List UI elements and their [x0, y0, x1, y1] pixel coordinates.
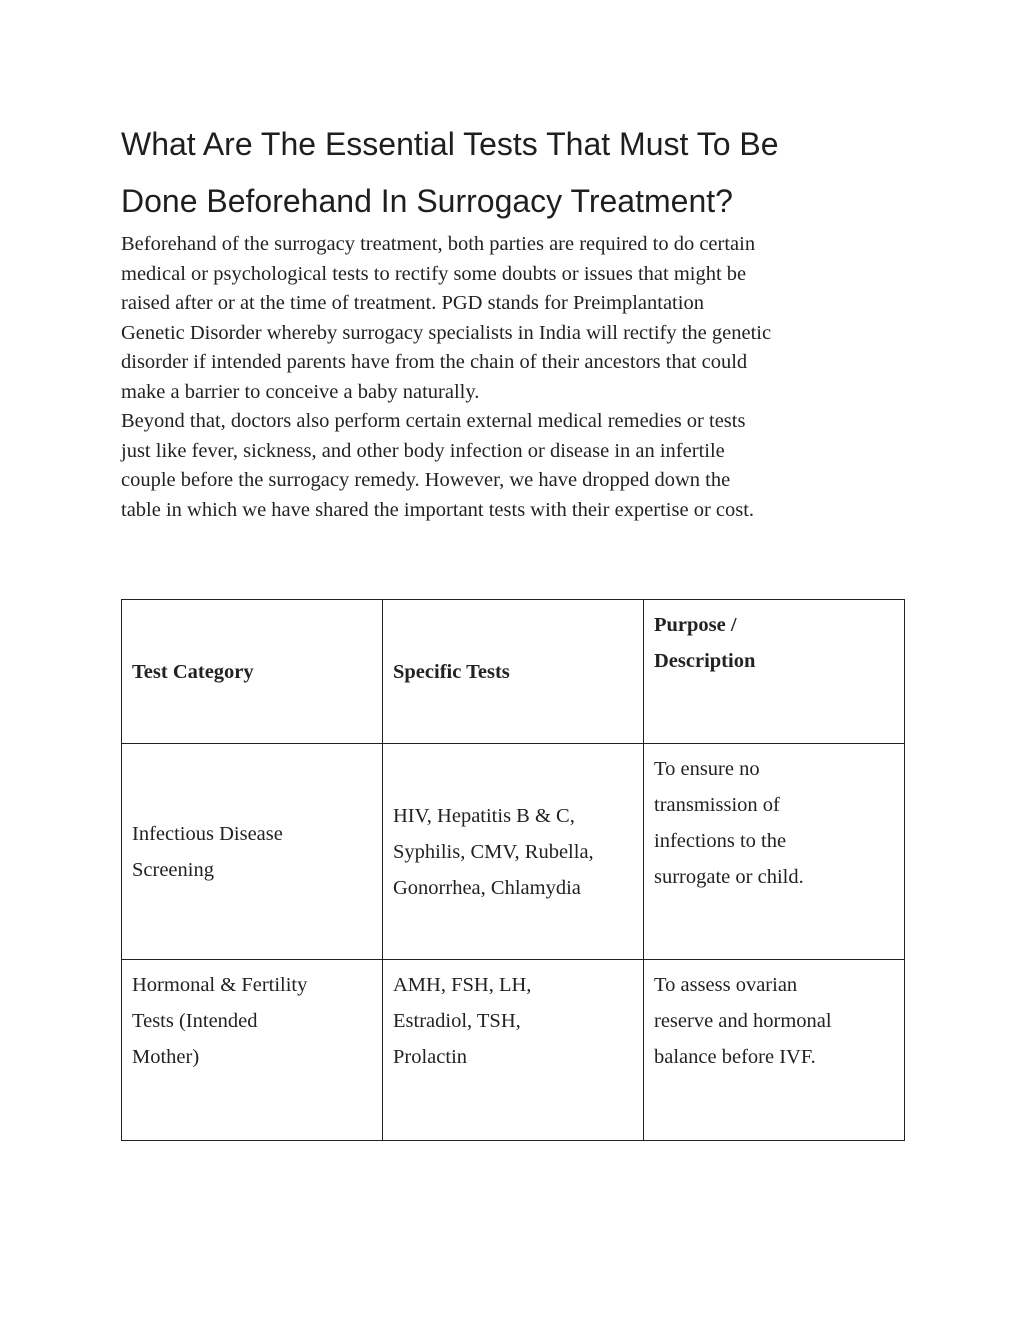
- cell-line: Gonorrhea, Chlamydia: [393, 876, 581, 899]
- document-page: [121, 116, 905, 525]
- table-cell: [644, 960, 905, 1141]
- paragraph-line: Beyond that, doctors also perform certain external medical remedies or tests: [121, 410, 746, 432]
- paragraph-line: Genetic Disorder whereby surrogacy specialists in India will rectify the genetic: [121, 321, 772, 344]
- page-title: [121, 116, 905, 230]
- table-row: [122, 744, 905, 960]
- cell-line: Test Category: [132, 660, 254, 683]
- cell-line: surrogate or child.: [654, 866, 804, 888]
- cell-line: Specific Tests: [393, 660, 510, 683]
- cell-line: Tests (Intended: [132, 1010, 258, 1032]
- paragraph-line: disorder if intended parents have from the chain of their ancestors that could: [121, 351, 748, 373]
- cell-line: Prolactin: [393, 1046, 468, 1068]
- paragraph-line: Beforehand of the surrogacy treatment, both parties are required to do certain: [121, 233, 756, 255]
- paragraph-line: make a barrier to conceive a baby naturally.: [121, 380, 480, 403]
- table-row: [122, 960, 905, 1141]
- table-cell: [644, 744, 905, 960]
- table-cell: [383, 960, 644, 1141]
- intro-paragraph: [121, 230, 905, 407]
- paragraph-line: just like fever, sickness, and other body infection or disease in an infertile: [121, 439, 725, 462]
- cell-line: HIV, Hepatitis B & C,: [393, 804, 575, 827]
- cell-line: Mother): [132, 1046, 200, 1068]
- cell-line: infections to the: [654, 830, 787, 852]
- cell-line: Description: [654, 650, 756, 672]
- cell-line: To ensure no: [654, 758, 760, 780]
- page-title-line: Done Beforehand In Surrogacy Treatment?: [121, 183, 733, 219]
- second-paragraph: [121, 407, 905, 525]
- cell-line: Infectious Disease: [132, 822, 283, 845]
- table-cell: [383, 744, 644, 960]
- paragraph-line: raised after or at the time of treatment. PGD stands for Preimplantation: [121, 292, 704, 314]
- table-header-row: [122, 600, 905, 744]
- cell-line: transmission of: [654, 794, 780, 816]
- cell-line: balance before IVF.: [654, 1046, 816, 1068]
- header-test-category: [122, 600, 383, 744]
- paragraph-line: table in which we have shared the important tests with their expertise or cost.: [121, 498, 755, 521]
- cell-line: To assess ovarian: [654, 974, 798, 996]
- tests-table: [121, 599, 905, 1141]
- cell-line: AMH, FSH, LH,: [393, 974, 532, 996]
- header-specific-tests: [383, 600, 644, 744]
- page-title-line: What Are The Essential Tests That Must To Be: [121, 126, 779, 162]
- cell-line: Hormonal & Fertility: [132, 974, 308, 996]
- header-purpose-description: [644, 600, 905, 744]
- cell-line: reserve and hormonal: [654, 1010, 832, 1032]
- table-cell: [122, 744, 383, 960]
- cell-line: Screening: [132, 858, 214, 881]
- table-cell: [122, 960, 383, 1141]
- cell-line: Syphilis, CMV, Rubella,: [393, 840, 594, 863]
- paragraph-line: couple before the surrogacy remedy. However, we have dropped down the: [121, 469, 731, 491]
- paragraph-line: medical or psychological tests to rectify some doubts or issues that might be: [121, 262, 747, 285]
- cell-line: Estradiol, TSH,: [393, 1010, 521, 1032]
- cell-line: Purpose /: [654, 614, 737, 636]
